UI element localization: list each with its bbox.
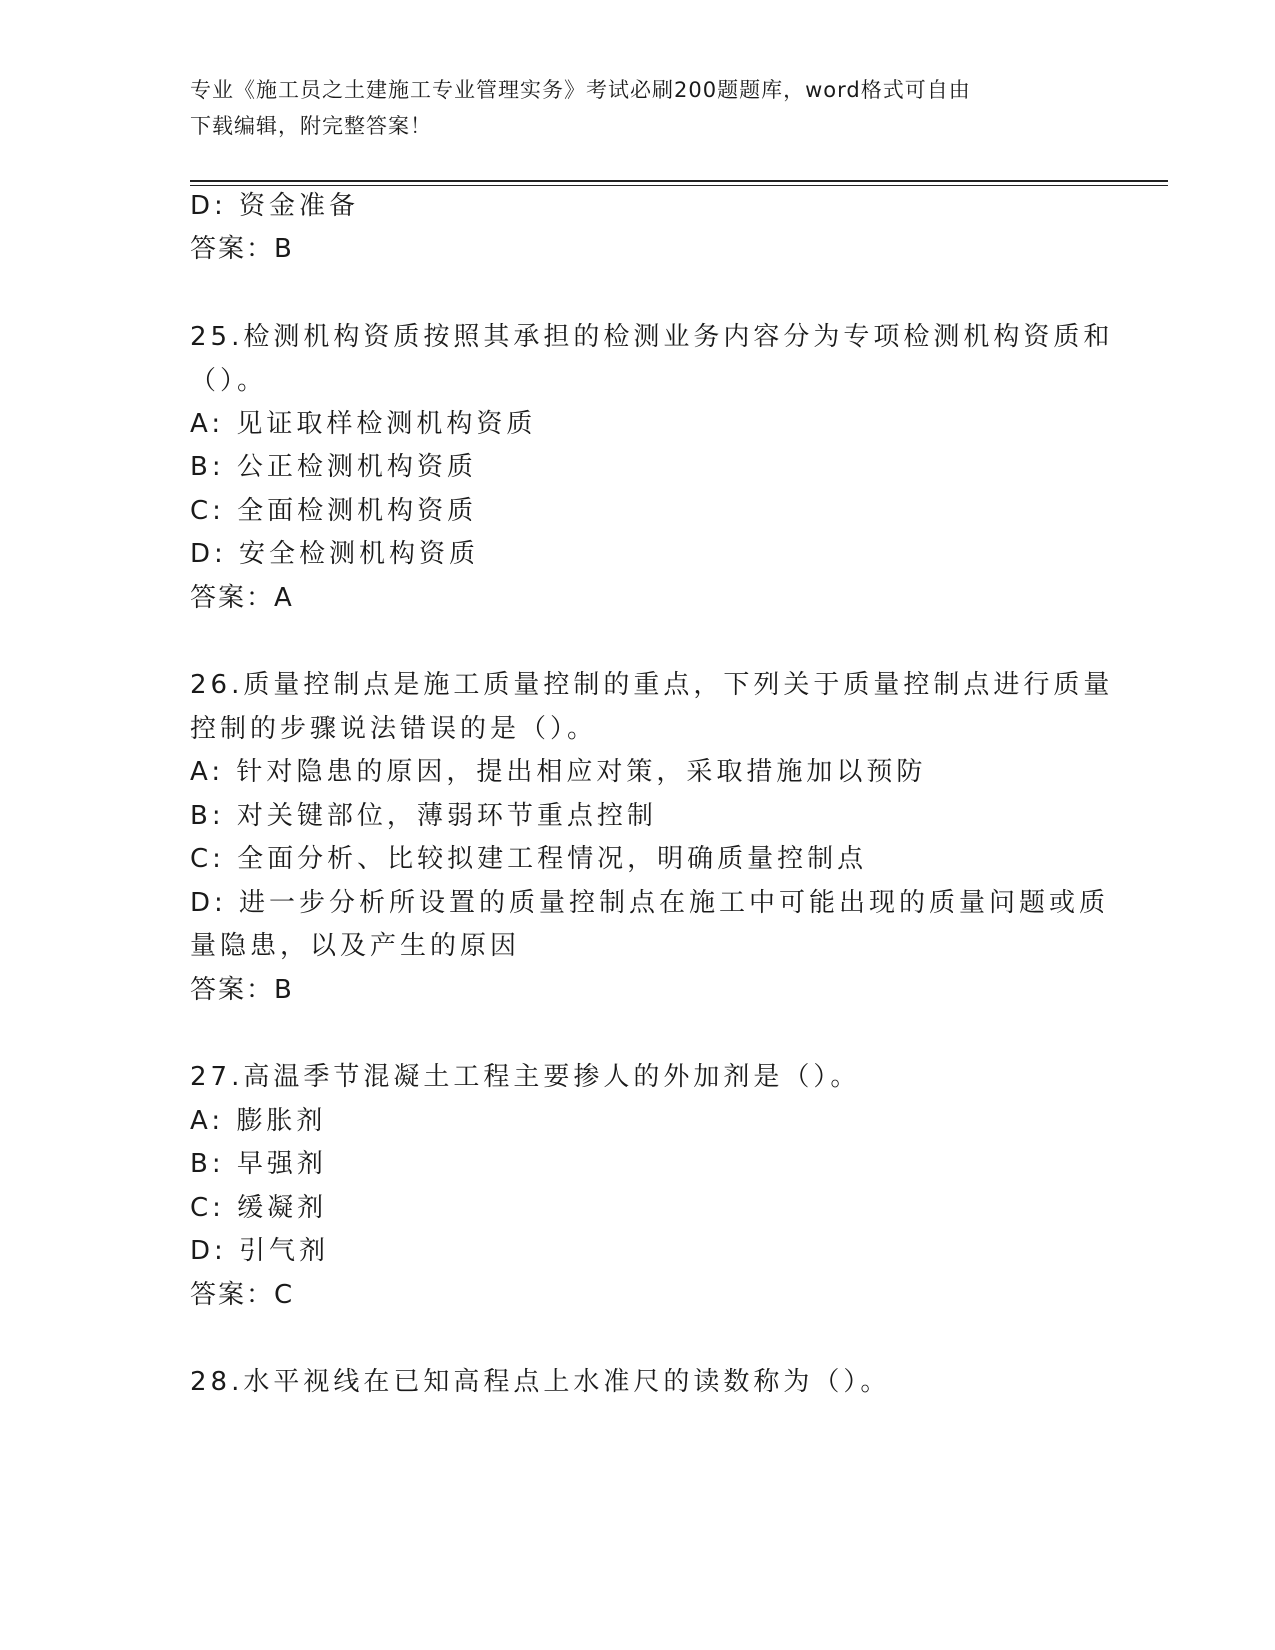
q25-stem-line-1: 25.检测机构资质按照其承担的检测业务内容分为专项检测机构资质和 <box>190 322 1114 352</box>
q26-option-a: A: 针对隐患的原因，提出相应对策，采取措施加以预防 <box>190 757 927 787</box>
q26-answer: 答案：B <box>190 975 294 1005</box>
q26-option-b: B: 对关键部位，薄弱环节重点控制 <box>190 801 657 831</box>
q26-option-d-line-2: 量隐患，以及产生的原因 <box>190 931 521 961</box>
header-title-line-2: 下载编辑，附完整答案！ <box>190 114 432 138</box>
q26-stem-line-1: 26.质量控制点是施工质量控制的重点，下列关于质量控制点进行质量 <box>190 670 1114 700</box>
q27-stem: 27.高温季节混凝土工程主要掺人的外加剂是（）。 <box>190 1062 861 1092</box>
page-header <box>190 72 1090 144</box>
q25-option-b: B: 公正检测机构资质 <box>190 452 477 482</box>
q27-option-c: C: 缓凝剂 <box>190 1193 328 1223</box>
q24-option-d: D: 资金准备 <box>190 191 360 221</box>
q27-answer: 答案：C <box>190 1280 295 1310</box>
q24-answer: 答案：B <box>190 234 294 264</box>
header-divider-thick <box>190 180 1168 182</box>
q26-option-d-line-1: D: 进一步分析所设置的质量控制点在施工中可能出现的质量问题或质 <box>190 888 1110 918</box>
q25-answer: 答案：A <box>190 583 294 613</box>
q26-option-c: C: 全面分析、比较拟建工程情况，明确质量控制点 <box>190 844 868 874</box>
q25-option-a: A: 见证取样检测机构资质 <box>190 409 537 439</box>
q27-option-d: D: 引气剂 <box>190 1236 330 1266</box>
q25-option-c: C: 全面检测机构资质 <box>190 496 478 526</box>
q26-stem-line-2: 控制的步骤说法错误的是（）。 <box>190 714 598 744</box>
q25-stem-line-2: （）。 <box>190 366 268 396</box>
q27-option-b: B: 早强剂 <box>190 1149 327 1179</box>
q28-stem: 28.水平视线在已知高程点上水准尺的读数称为（）。 <box>190 1367 891 1397</box>
q27-option-a: A: 膨胀剂 <box>190 1106 327 1136</box>
q25-option-d: D: 安全检测机构资质 <box>190 539 480 569</box>
header-title-line-1: 专业《施工员之土建施工专业管理实务》考试必刷200题题库，word格式可自由 <box>190 78 971 102</box>
